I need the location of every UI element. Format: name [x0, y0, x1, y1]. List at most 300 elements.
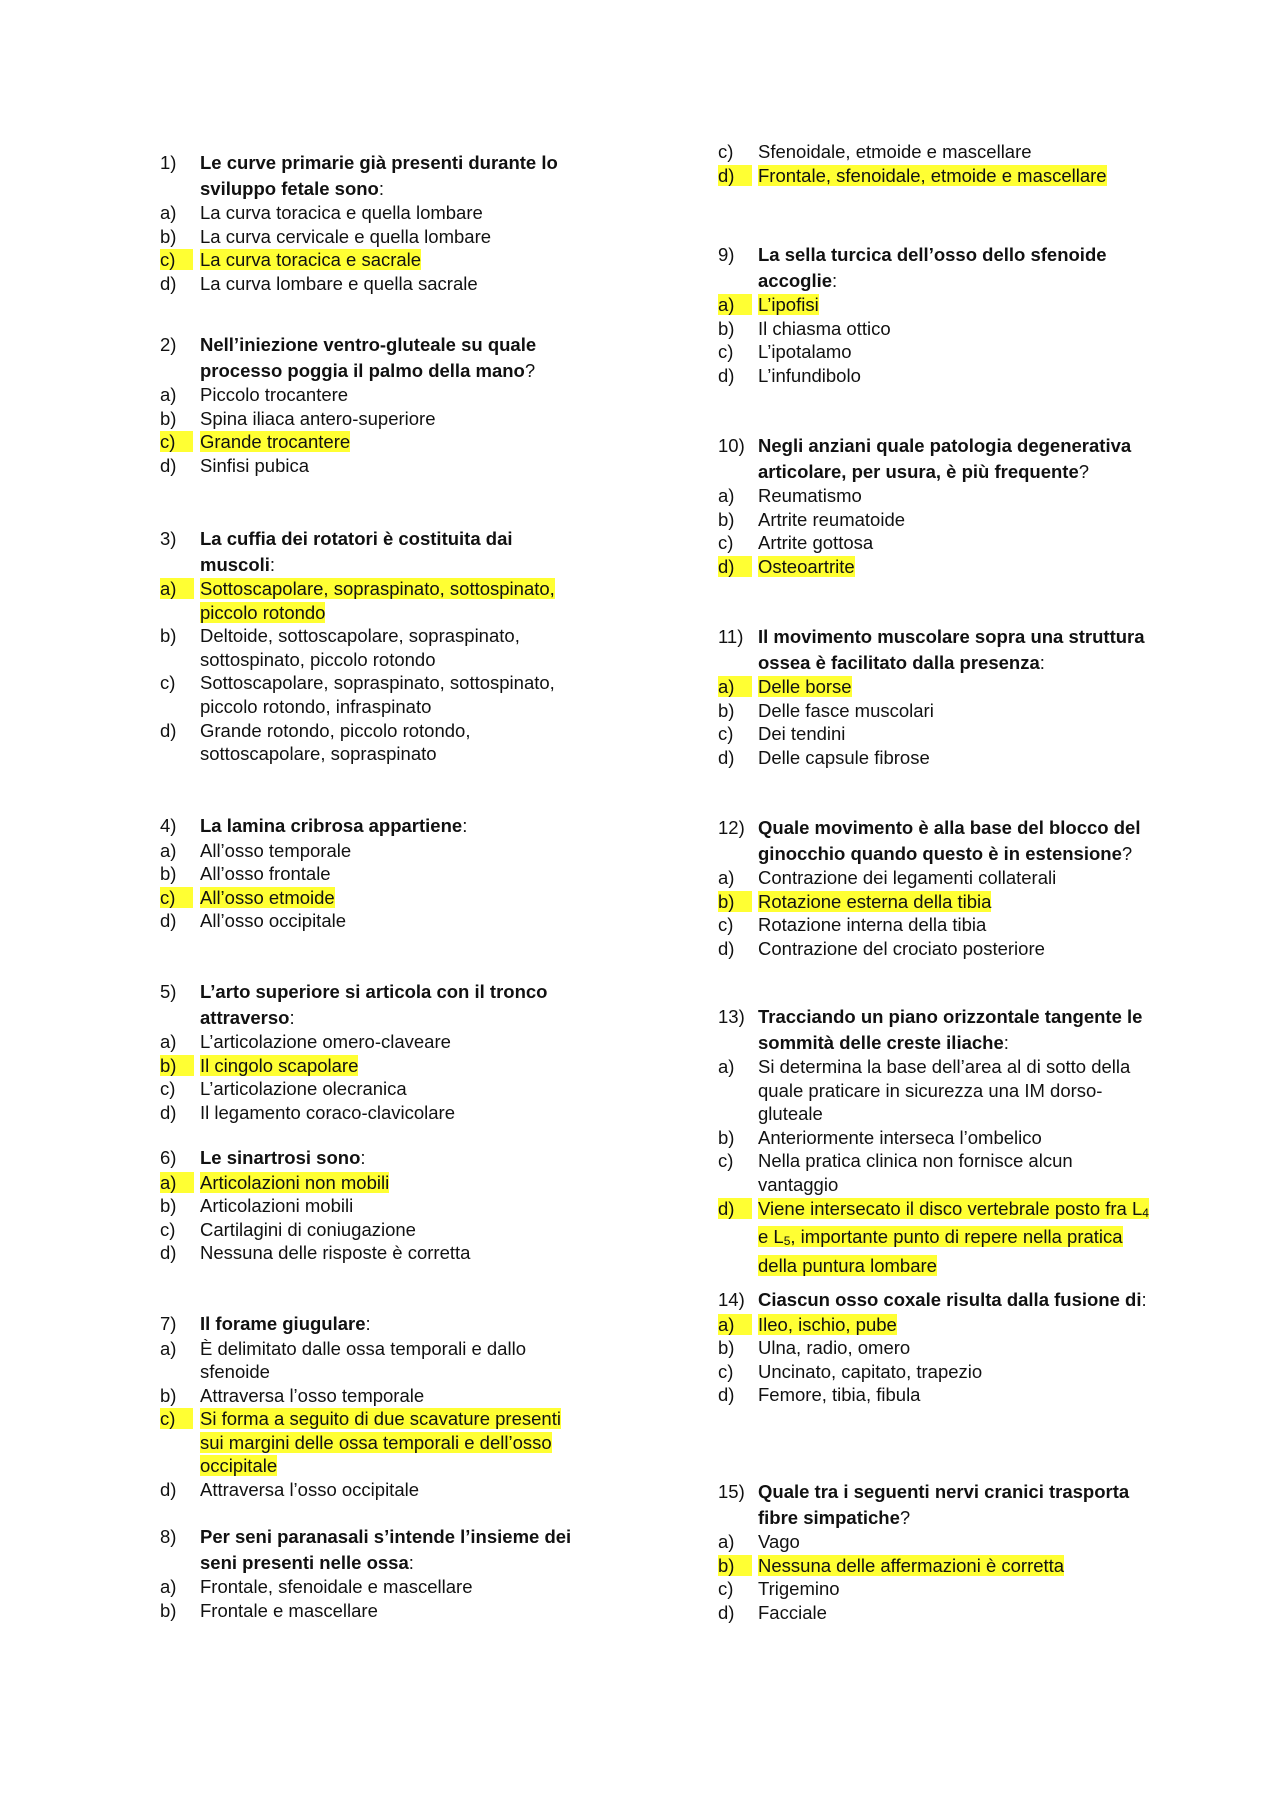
option-letter-text: b) — [160, 1384, 177, 1406]
option-text — [200, 248, 580, 272]
question-q8-continuation — [718, 140, 1158, 187]
answer-option — [160, 1030, 580, 1054]
option-label: L’ipotalamo — [758, 341, 852, 363]
option-letter — [160, 624, 200, 671]
option-text — [758, 1530, 1158, 1554]
option-label: Dei tendini — [758, 723, 846, 745]
option-label: Articolazioni mobili — [200, 1195, 354, 1217]
question-punctuation: ? — [1121, 842, 1133, 864]
question-punctuation: : — [832, 269, 838, 291]
option-letter — [718, 1197, 758, 1278]
question-punctuation: : — [1141, 1289, 1147, 1310]
option-text — [758, 675, 1158, 699]
answer-option — [718, 866, 1158, 890]
question-punctuation: : — [269, 553, 276, 575]
answer-option — [160, 1337, 580, 1384]
option-letter — [160, 671, 200, 718]
option-letter-text: a) — [718, 867, 735, 888]
option-letter-text: d) — [718, 937, 735, 959]
option-letter — [718, 699, 758, 723]
option-letter — [160, 1077, 200, 1101]
option-letter-text: c) — [718, 914, 734, 936]
option-letter-text: d) — [160, 719, 177, 741]
option-letter — [718, 1336, 758, 1360]
option-letter — [160, 577, 200, 624]
question-punctuation: : — [1003, 1031, 1009, 1053]
answer-option — [160, 1241, 580, 1265]
option-letter — [160, 1241, 200, 1265]
option-text — [200, 909, 580, 933]
answer-option — [160, 248, 580, 272]
option-letter-text: b) — [160, 1195, 177, 1217]
option-letter-text: b) — [718, 891, 752, 912]
question-heading — [718, 1287, 1158, 1313]
question-punctuation: : — [462, 815, 468, 836]
question-stem: L’arto superiore si articola con il tronco attraverso — [200, 981, 548, 1028]
option-text — [200, 1384, 580, 1408]
option-letter — [718, 340, 758, 364]
option-letter — [718, 937, 758, 961]
correct-answer-highlight: Grande trocantere — [200, 431, 351, 453]
option-letter — [718, 1383, 758, 1407]
option-letter-text: c) — [718, 341, 734, 363]
option-letter-text: b) — [718, 1337, 735, 1359]
option-letter-text: b) — [160, 407, 177, 429]
option-label: Sottoscapolare, sopraspinato, sottospinato, piccolo rotondo, infraspinato — [200, 672, 555, 717]
answer-option — [718, 317, 1158, 341]
option-text — [200, 624, 580, 671]
option-letter-text: d) — [160, 910, 177, 932]
option-letter-text: d) — [718, 1198, 752, 1219]
answer-option — [160, 1077, 580, 1101]
option-letter-text: c) — [160, 1218, 176, 1240]
question-q15 — [718, 1479, 1158, 1624]
answer-option — [718, 1336, 1158, 1360]
option-letter — [160, 454, 200, 478]
option-text — [758, 1126, 1158, 1150]
answer-option — [160, 719, 580, 766]
option-letter — [160, 909, 200, 933]
correct-answer-highlight: Sottoscapolare, sopraspinato, sottospinato, piccolo rotondo — [200, 578, 555, 623]
option-letter-text: a) — [160, 384, 177, 405]
option-letter — [160, 407, 200, 431]
question-text — [758, 242, 1158, 293]
answer-option — [718, 937, 1158, 961]
option-letter-text: c) — [718, 532, 734, 554]
correct-answer-highlight: Frontale, sfenoidale, etmoide e mascellare — [758, 164, 1107, 186]
option-letter-text: a) — [718, 1056, 735, 1077]
answer-option — [160, 383, 580, 407]
option-letter — [718, 866, 758, 890]
option-letter — [718, 484, 758, 508]
answer-option — [718, 1554, 1158, 1578]
answer-option — [160, 430, 580, 454]
option-letter-text: d) — [718, 1601, 735, 1623]
option-letter-text: c) — [160, 672, 176, 694]
option-text — [758, 531, 1158, 555]
option-letter — [160, 1218, 200, 1242]
question-q14 — [718, 1287, 1158, 1407]
option-letter — [160, 1575, 200, 1599]
option-letter-text: c) — [718, 141, 734, 162]
option-letter — [160, 430, 200, 454]
option-label: Ulna, radio, omero — [758, 1337, 911, 1359]
option-label: È delimitato dalle ossa temporali e dallo sfenoide — [200, 1337, 526, 1383]
correct-answer-highlight: Ileo, ischio, pube — [758, 1313, 897, 1335]
option-text — [200, 1478, 580, 1502]
option-letter-text: c) — [718, 1578, 734, 1600]
option-letter — [718, 1126, 758, 1150]
question-text — [200, 1524, 580, 1575]
question-punctuation: : — [365, 1313, 371, 1334]
option-text — [200, 671, 580, 718]
question-q4 — [160, 813, 580, 933]
option-text — [200, 886, 580, 910]
option-label: Frontale, sfenoidale e mascellare — [200, 1576, 473, 1597]
option-text — [200, 1054, 580, 1078]
question-number: 4) — [160, 815, 177, 836]
question-stem: Ciascun osso coxale risulta dalla fusione di — [758, 1289, 1142, 1310]
question-text — [200, 979, 580, 1030]
answer-option — [718, 293, 1158, 317]
option-letter-text: a) — [718, 485, 735, 506]
question-number: 14) — [718, 1289, 745, 1310]
option-letter — [718, 1601, 758, 1625]
option-letter — [160, 1384, 200, 1408]
option-text — [758, 340, 1158, 364]
option-label: Frontale e mascellare — [200, 1599, 378, 1621]
option-letter — [718, 1360, 758, 1384]
question-heading — [160, 1524, 580, 1575]
question-number: 12) — [718, 817, 745, 838]
answer-option — [160, 909, 580, 933]
option-letter — [718, 531, 758, 555]
option-label: Artrite reumatoide — [758, 508, 906, 530]
option-letter-text: d) — [160, 1479, 177, 1501]
option-letter — [160, 1171, 200, 1195]
option-label: All’osso occipitale — [200, 910, 347, 932]
option-letter — [718, 746, 758, 770]
correct-answer-highlight: Rotazione esterna della tibia — [758, 890, 992, 912]
answer-option — [160, 454, 580, 478]
option-letter — [160, 1101, 200, 1125]
option-text — [758, 484, 1158, 508]
option-text — [758, 364, 1158, 388]
question-heading — [160, 813, 580, 839]
option-letter — [718, 508, 758, 532]
option-letter-text: d) — [160, 454, 177, 476]
option-letter — [718, 364, 758, 388]
correct-answer-highlight: Nessuna delle affermazioni è corretta — [758, 1554, 1065, 1576]
option-text — [758, 1383, 1158, 1407]
option-label: Spina iliaca antero-superiore — [200, 407, 436, 429]
option-letter — [718, 555, 758, 579]
answer-option — [160, 407, 580, 431]
option-letter-text: c) — [160, 431, 193, 452]
option-letter-text: c) — [160, 249, 193, 270]
option-letter — [160, 719, 200, 766]
option-label: La curva cervicale e quella lombare — [200, 225, 492, 247]
answer-option — [160, 839, 580, 863]
option-text — [200, 1101, 580, 1125]
question-number: 3) — [160, 528, 177, 549]
question-heading — [718, 433, 1158, 484]
option-letter-text: c) — [718, 1360, 734, 1382]
option-letter — [718, 1577, 758, 1601]
option-label: All’osso frontale — [200, 863, 331, 885]
answer-option — [718, 1530, 1158, 1554]
option-label: Deltoide, sottoscapolare, sopraspinato, sottospinato, piccolo rotondo — [200, 625, 520, 670]
option-text — [758, 866, 1158, 890]
option-text — [758, 317, 1158, 341]
option-text — [200, 839, 580, 863]
option-letter-text: b) — [160, 1599, 177, 1621]
question-heading — [160, 150, 580, 201]
question-q2 — [160, 332, 580, 477]
question-number: 2) — [160, 334, 177, 355]
option-letter — [718, 1554, 758, 1578]
option-letter-text: b) — [718, 699, 735, 721]
option-letter-text: b) — [718, 1555, 752, 1576]
option-text — [200, 430, 580, 454]
question-heading — [718, 242, 1158, 293]
question-heading — [160, 332, 580, 383]
option-text — [200, 225, 580, 249]
option-label: L’infundibolo — [758, 364, 861, 386]
question-text — [758, 1287, 1158, 1313]
option-letter-text: b) — [160, 225, 177, 247]
option-letter — [160, 1194, 200, 1218]
question-number: 1) — [160, 152, 177, 173]
question-stem: La sella turcica dell’osso dello sfenoide accoglie — [758, 244, 1107, 291]
option-label: Si determina la base dell’area al di sotto della quale praticare in sicurezza una IM dorso-gluteale — [758, 1056, 1131, 1125]
option-label: Vago — [758, 1531, 800, 1552]
answer-option — [718, 699, 1158, 723]
answer-option — [718, 1360, 1158, 1384]
option-letter — [718, 1149, 758, 1196]
answer-option — [718, 1149, 1158, 1196]
question-stem: Tracciando un piano orizzontale tangente le sommità delle creste iliache — [758, 1006, 1143, 1053]
option-text — [758, 140, 1158, 164]
question-q3 — [160, 526, 580, 766]
option-text — [758, 1601, 1158, 1625]
answer-option — [718, 140, 1158, 164]
question-text — [758, 1479, 1158, 1530]
option-text — [758, 1360, 1158, 1384]
question-punctuation: : — [1039, 651, 1045, 673]
question-heading — [718, 815, 1158, 866]
option-letter — [160, 225, 200, 249]
option-letter — [160, 1337, 200, 1384]
option-text — [758, 722, 1158, 746]
option-text — [200, 1599, 580, 1623]
answer-option — [718, 913, 1158, 937]
option-text — [200, 577, 580, 624]
question-number: 15) — [718, 1481, 745, 1502]
answer-option — [718, 164, 1158, 188]
question-text — [200, 332, 580, 383]
question-q8 — [160, 1524, 580, 1622]
question-q6 — [160, 1145, 580, 1265]
answer-option — [718, 1383, 1158, 1407]
question-number: 7) — [160, 1313, 177, 1334]
answer-option — [160, 671, 580, 718]
option-letter — [718, 164, 758, 188]
question-q12 — [718, 815, 1158, 960]
option-letter-text: b) — [718, 317, 735, 339]
option-text — [758, 1554, 1158, 1578]
option-letter-text: c) — [160, 887, 193, 908]
option-letter — [718, 722, 758, 746]
question-stem: Il forame giugulare — [200, 1313, 366, 1334]
option-text — [200, 862, 580, 886]
option-text — [200, 1407, 580, 1478]
question-text — [200, 813, 580, 839]
option-text — [758, 937, 1158, 961]
option-text — [200, 1575, 580, 1599]
option-letter-text: b) — [718, 508, 735, 530]
option-text — [200, 719, 580, 766]
answer-option — [718, 508, 1158, 532]
option-label: Sinfisi pubica — [200, 454, 310, 476]
option-letter — [160, 1478, 200, 1502]
answer-option — [160, 1575, 580, 1599]
question-punctuation: : — [289, 1006, 295, 1028]
option-letter — [718, 1055, 758, 1126]
correct-answer-highlight: L’ipofisi — [758, 294, 819, 315]
question-stem: Per seni paranasali s’intende l’insieme dei seni presenti nelle ossa — [200, 1526, 572, 1573]
option-text — [200, 383, 580, 407]
option-label: Rotazione interna della tibia — [758, 914, 987, 936]
option-letter — [718, 293, 758, 317]
option-label: Uncinato, capitato, trapezio — [758, 1360, 983, 1382]
question-stem: Le curve primarie già presenti durante lo sviluppo fetale sono — [200, 152, 558, 199]
question-punctuation: ? — [899, 1506, 911, 1528]
question-heading — [160, 1311, 580, 1337]
option-label: Artrite gottosa — [758, 532, 874, 554]
question-text — [758, 433, 1158, 484]
answer-option — [718, 890, 1158, 914]
answer-option — [160, 201, 580, 225]
option-letter-text: a) — [160, 202, 177, 223]
option-letter-text: c) — [718, 723, 734, 745]
option-letter-text: a) — [718, 1531, 735, 1552]
option-label: Delle fasce muscolari — [758, 699, 934, 721]
question-heading — [718, 1479, 1158, 1530]
answer-option — [718, 722, 1158, 746]
answer-option — [718, 484, 1158, 508]
option-letter — [160, 839, 200, 863]
option-label: Il legamento coraco-clavicolare — [200, 1101, 456, 1123]
question-heading — [160, 979, 580, 1030]
answer-option — [160, 272, 580, 296]
option-text — [758, 164, 1158, 188]
answer-option — [160, 1218, 580, 1242]
option-text — [758, 1197, 1158, 1278]
question-q13 — [718, 1004, 1158, 1277]
option-letter-text: b) — [718, 1126, 735, 1148]
question-number: 6) — [160, 1147, 177, 1168]
question-text — [200, 1311, 580, 1337]
answer-option — [160, 1194, 580, 1218]
answer-option — [160, 1101, 580, 1125]
question-stem: Quale tra i seguenti nervi cranici trasporta fibre simpatiche — [758, 1481, 1130, 1528]
option-letter-text: d) — [160, 1242, 177, 1264]
question-stem: Il movimento muscolare sopra una struttura ossea è facilitato dalla presenza — [758, 626, 1145, 673]
correct-answer-highlight: Il cingolo scapolare — [200, 1054, 359, 1076]
option-text — [200, 201, 580, 225]
answer-option — [718, 1313, 1158, 1337]
option-letter-text: a) — [160, 1576, 177, 1597]
option-letter-text: d) — [160, 272, 177, 294]
question-stem: Nell’iniezione ventro-gluteale su quale processo poggia il palmo della mano — [200, 334, 537, 381]
option-letter — [718, 1313, 758, 1337]
question-heading — [718, 1004, 1158, 1055]
correct-answer-highlight: All’osso etmoide — [200, 886, 335, 908]
option-letter-text: b) — [160, 863, 177, 885]
option-label: Nessuna delle risposte è corretta — [200, 1242, 471, 1264]
option-letter-text: a) — [160, 1337, 177, 1359]
option-letter-text: c) — [718, 1150, 734, 1172]
option-letter-text: a) — [160, 839, 177, 861]
answer-option — [718, 340, 1158, 364]
question-q9 — [718, 242, 1158, 387]
option-text — [758, 1149, 1158, 1196]
option-letter — [718, 317, 758, 341]
question-q7 — [160, 1311, 580, 1502]
option-text — [200, 1030, 580, 1054]
question-stem: La lamina cribrosa appartiene — [200, 815, 463, 836]
question-number: 5) — [160, 981, 177, 1002]
option-letter-text: a) — [160, 1031, 177, 1052]
option-text — [758, 699, 1158, 723]
option-letter-text: a) — [718, 294, 752, 315]
option-letter — [160, 886, 200, 910]
option-text — [200, 1171, 580, 1195]
option-letter-text: b) — [160, 1055, 194, 1076]
answer-option — [718, 364, 1158, 388]
question-text — [758, 815, 1158, 866]
question-q5 — [160, 979, 580, 1124]
option-label: Contrazione dei legamenti collaterali — [758, 867, 1057, 888]
answer-option — [718, 675, 1158, 699]
option-letter-text: d) — [718, 364, 735, 386]
question-heading — [160, 1145, 580, 1171]
answer-option — [160, 1478, 580, 1502]
question-punctuation: ? — [524, 359, 536, 381]
option-letter-text: c) — [160, 1078, 176, 1100]
option-text — [758, 508, 1158, 532]
question-heading — [718, 624, 1158, 675]
option-label: Il chiasma ottico — [758, 317, 891, 339]
option-letter — [160, 1599, 200, 1623]
option-text — [758, 913, 1158, 937]
option-text — [758, 293, 1158, 317]
option-letter — [160, 1030, 200, 1054]
answer-option — [160, 1171, 580, 1195]
question-q10 — [718, 433, 1158, 578]
option-letter-text: a) — [718, 1314, 752, 1335]
answer-option — [160, 1054, 580, 1078]
answer-option — [718, 1197, 1158, 1278]
option-text — [758, 555, 1158, 579]
option-label: Facciale — [758, 1601, 827, 1623]
question-number: 10) — [718, 435, 745, 456]
question-number: 13) — [718, 1006, 745, 1027]
option-label: La curva toracica e quella lombare — [200, 202, 483, 223]
option-label: Sfenoidale, etmoide e mascellare — [758, 141, 1032, 162]
option-text — [200, 1194, 580, 1218]
